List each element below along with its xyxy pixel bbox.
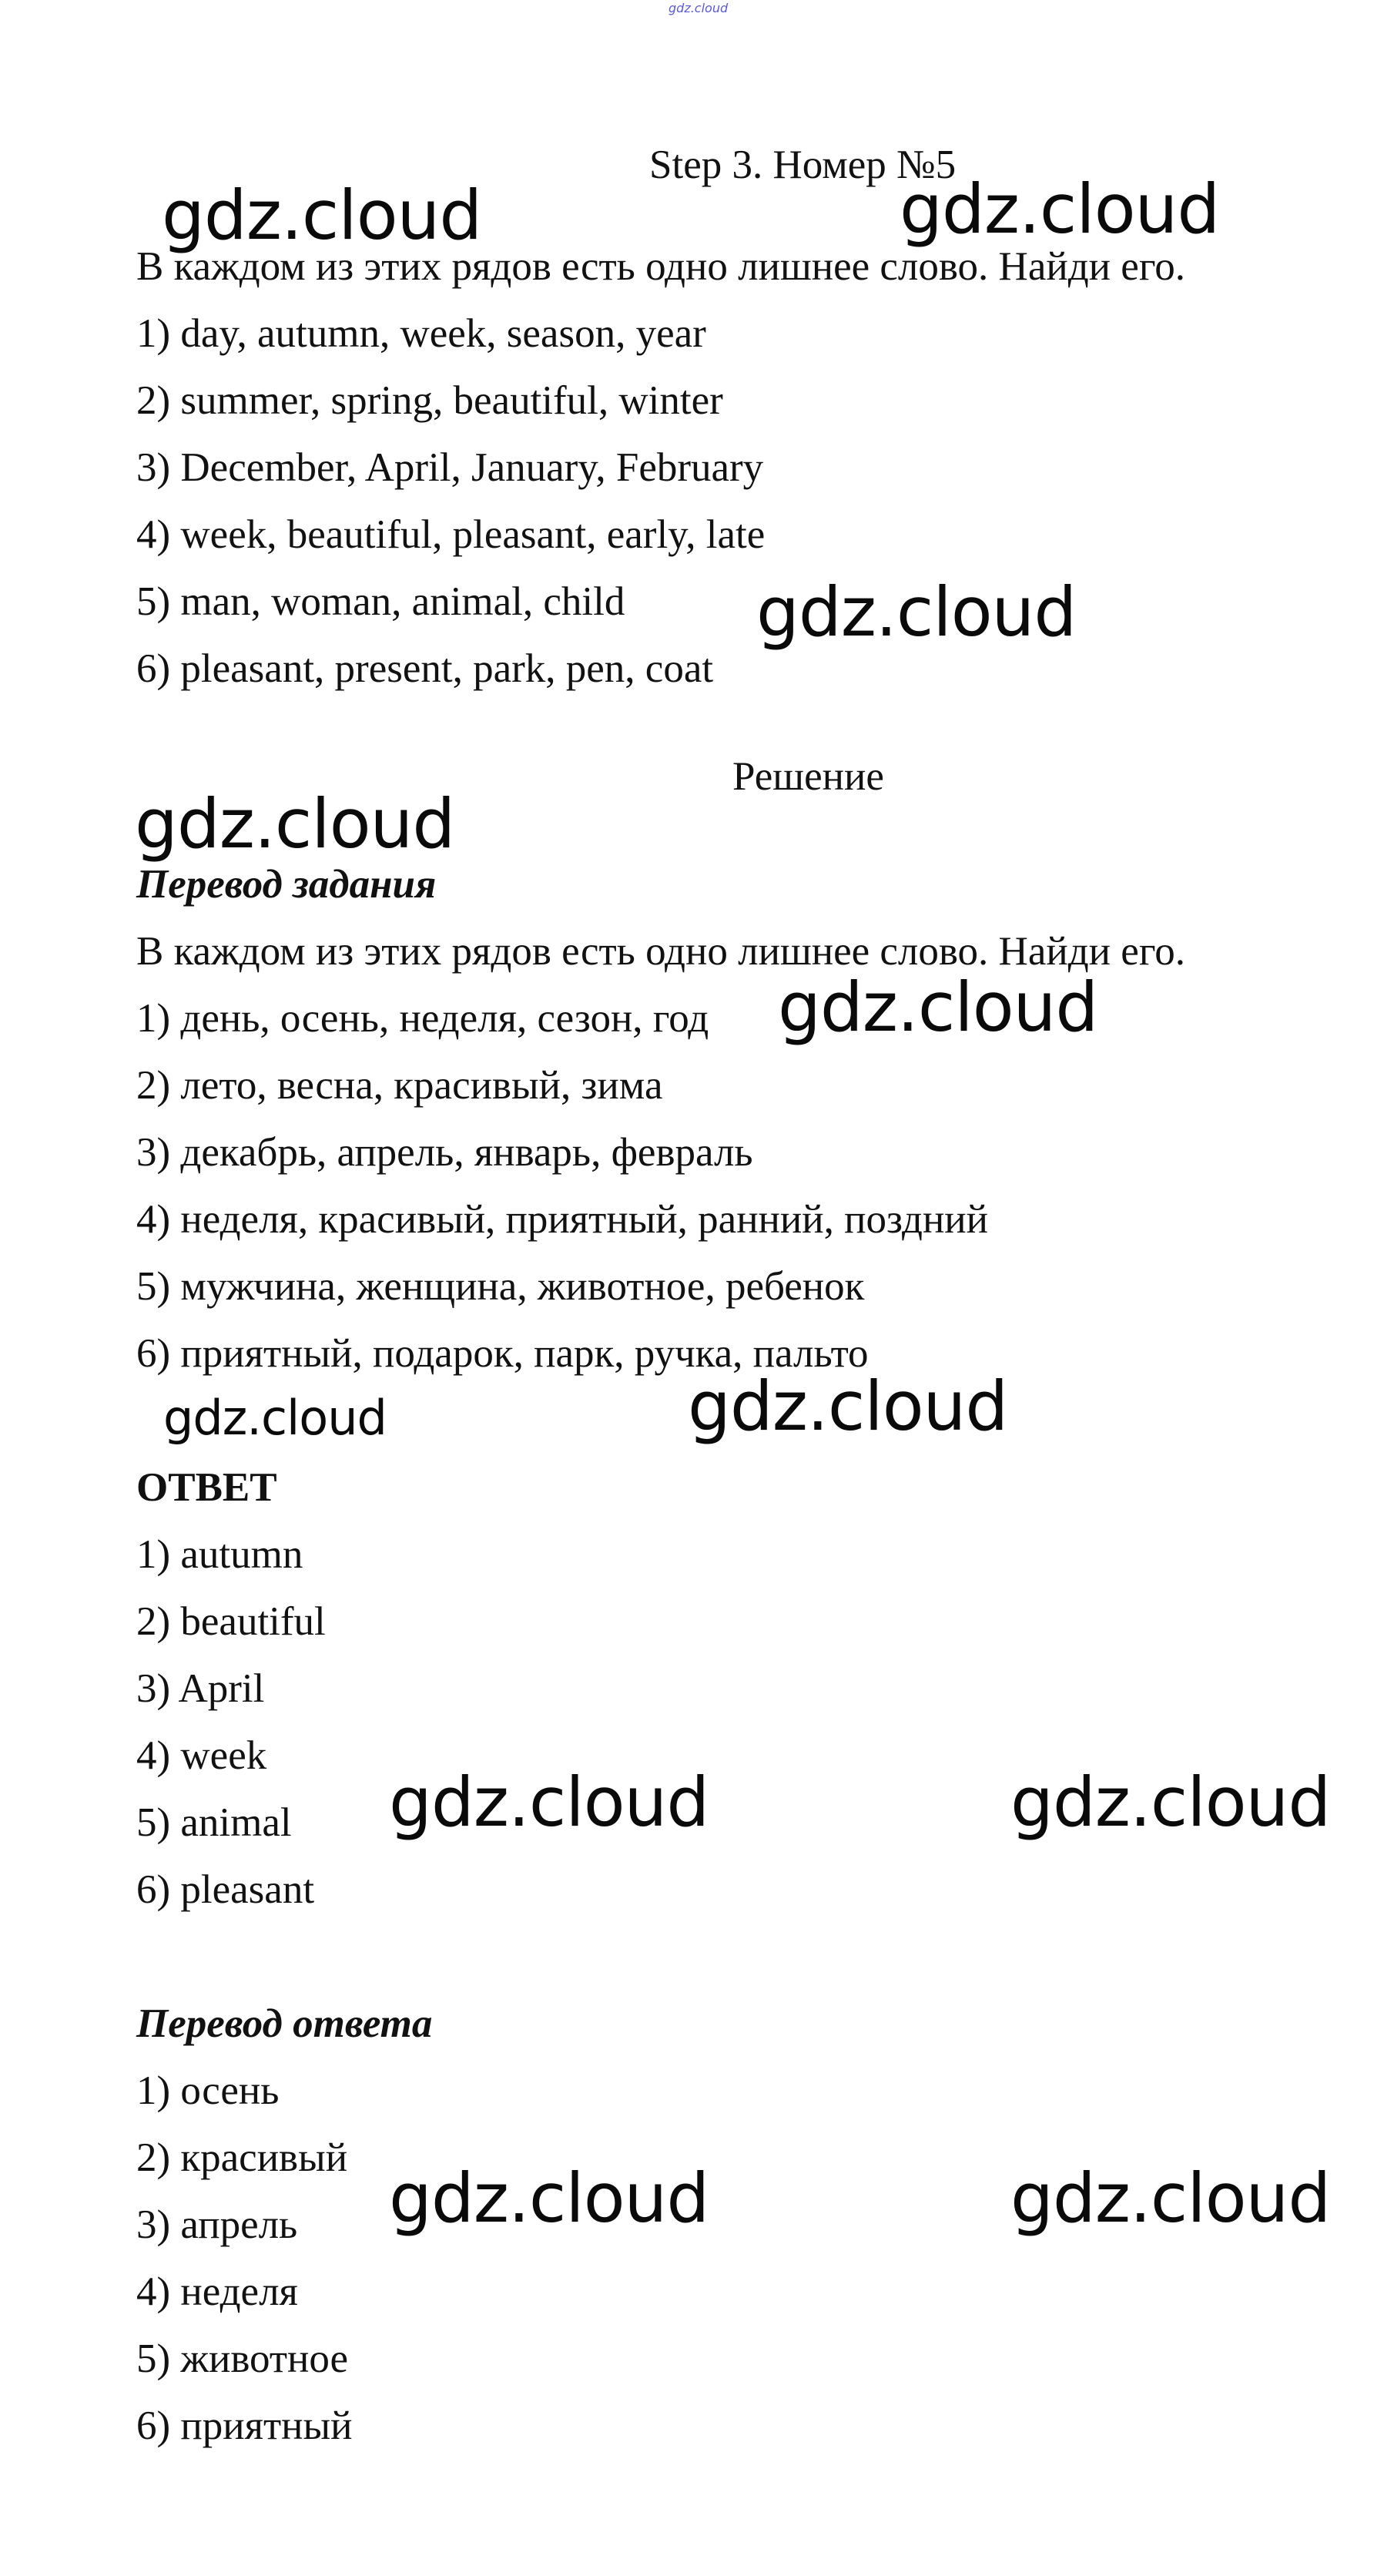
page-title: Step 3. Номер №5 bbox=[649, 143, 957, 187]
watermark: gdz.cloud bbox=[389, 1763, 709, 1842]
top-stamp: gdz.cloud bbox=[669, 1, 729, 15]
translation-item-2: 2) лето, весна, красивый, зима bbox=[136, 1063, 663, 1108]
answer-item-3: 3) April bbox=[136, 1666, 265, 1711]
watermark: gdz.cloud bbox=[163, 1390, 387, 1446]
answer-translation-item-4: 4) неделя bbox=[136, 2269, 298, 2314]
watermark: gdz.cloud bbox=[135, 784, 455, 864]
watermark: gdz.cloud bbox=[162, 176, 482, 255]
task-item-3: 3) December, April, January, February bbox=[136, 445, 764, 490]
watermark: gdz.cloud bbox=[756, 572, 1077, 652]
solution-heading: Решение bbox=[732, 754, 884, 799]
answer-translation-item-2: 2) красивый bbox=[136, 2135, 348, 2180]
answer-heading: ОТВЕТ bbox=[136, 1465, 277, 1510]
watermark: gdz.cloud bbox=[688, 1367, 1008, 1446]
answer-translation-item-3: 3) апрель bbox=[136, 2202, 298, 2247]
answer-translation-item-6: 6) приятный bbox=[136, 2403, 353, 2448]
translation-item-5: 5) мужчина, женщина, животное, ребенок bbox=[136, 1264, 865, 1309]
translation-instruction: В каждом из этих рядов есть одно лишнее слово. Найди его. bbox=[136, 929, 1185, 974]
answer-translation-item-1: 1) осень bbox=[136, 2068, 280, 2113]
watermark: gdz.cloud bbox=[389, 2158, 709, 2238]
translation-item-4: 4) неделя, красивый, приятный, ранний, поздний bbox=[136, 1197, 989, 1242]
watermark: gdz.cloud bbox=[778, 968, 1098, 1047]
task-item-1: 1) day, autumn, week, season, year bbox=[136, 311, 706, 356]
task-item-2: 2) summer, spring, beautiful, winter bbox=[136, 378, 723, 423]
task-item-6: 6) pleasant, present, park, pen, coat bbox=[136, 646, 714, 691]
task-instruction: В каждом из этих рядов есть одно лишнее слово. Найди его. bbox=[136, 244, 1185, 289]
watermark: gdz.cloud bbox=[1010, 1763, 1331, 1842]
translation-item-3: 3) декабрь, апрель, январь, февраль bbox=[136, 1130, 753, 1175]
translation-item-6: 6) приятный, подарок, парк, ручка, пальто bbox=[136, 1331, 869, 1376]
translation-item-1: 1) день, осень, неделя, сезон, год bbox=[136, 996, 709, 1041]
answer-item-4: 4) week bbox=[136, 1733, 267, 1778]
answer-translation-heading: Перевод ответа bbox=[136, 2001, 433, 2046]
answer-item-1: 1) autumn bbox=[136, 1532, 303, 1577]
task-item-4: 4) week, beautiful, pleasant, early, late bbox=[136, 512, 766, 557]
watermark: gdz.cloud bbox=[900, 169, 1220, 249]
answer-item-6: 6) pleasant bbox=[136, 1867, 315, 1912]
watermark: gdz.cloud bbox=[1010, 2158, 1331, 2238]
translation-heading: Перевод задания bbox=[136, 862, 437, 907]
answer-translation-item-5: 5) животное bbox=[136, 2336, 349, 2381]
answer-item-5: 5) animal bbox=[136, 1800, 292, 1845]
task-item-5: 5) man, woman, animal, child bbox=[136, 579, 625, 624]
answer-item-2: 2) beautiful bbox=[136, 1599, 326, 1644]
